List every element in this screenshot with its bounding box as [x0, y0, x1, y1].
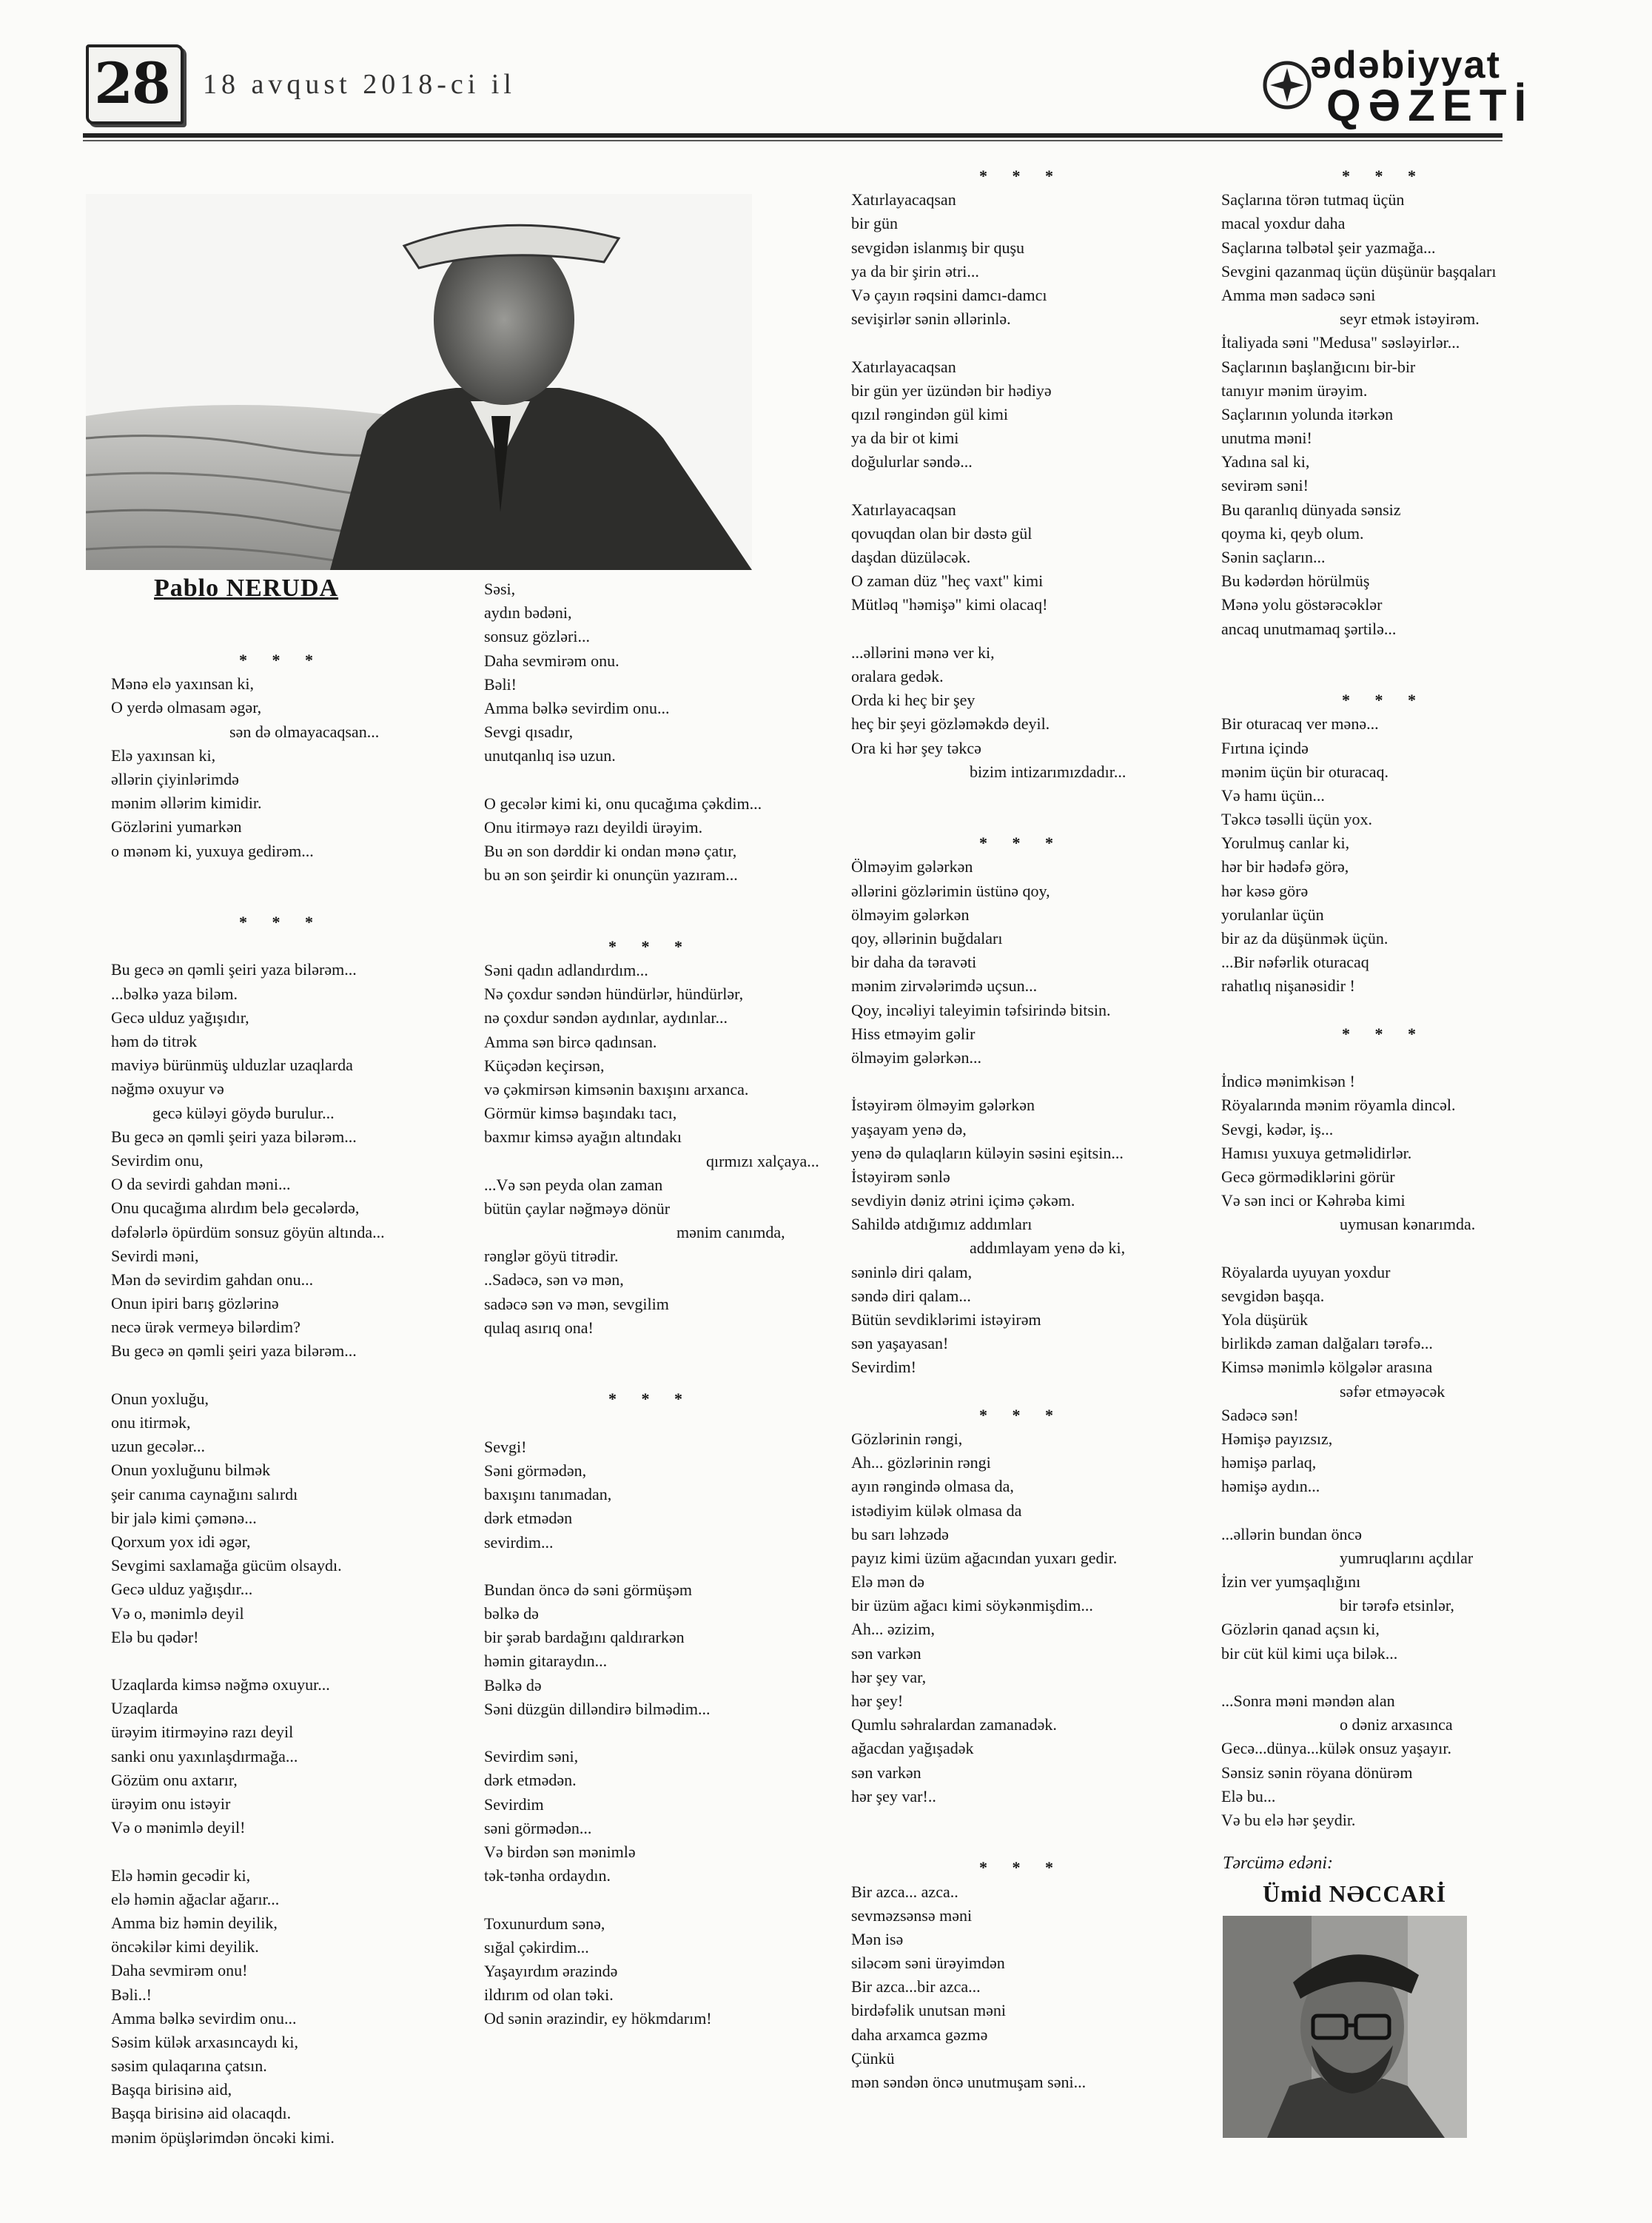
poem-line: Səsim külək arxasıncaydı ki,	[111, 2032, 298, 2051]
poem-line: həmin gitaraydın...	[484, 1652, 608, 1671]
poem-line: Bəli!	[484, 674, 517, 694]
poem-line: Ah... gözlərinin rəngi	[851, 1453, 991, 1472]
poem-line: Yorulmuş canlar ki,	[1221, 834, 1350, 853]
poem-line: tək-tənha ordaydın.	[484, 1866, 611, 1885]
poem-line: Başqa birisinə aid olacaqdı.	[111, 2104, 292, 2123]
poem-line: Və o, mənimlə deyil	[111, 1603, 244, 1623]
poem-line: necə ürək vermeyə bilərdim?	[111, 1318, 300, 1337]
poem-line: Və sən inci or Kəhrəba kimi	[1221, 1191, 1406, 1210]
poem-line: ildırım od olan təki.	[484, 1985, 614, 2005]
poem-line: uymusan kənarımda.	[1340, 1215, 1476, 1234]
poem-line: qoyma ki, qeyb olum.	[1221, 523, 1364, 543]
poem-line: Mütləq "həmişə" kimi olacaq!	[851, 595, 1048, 614]
poem-line: ..Sadəcə, sən və mən,	[484, 1270, 624, 1290]
poem-line: bir tərəfə etsinlər,	[1340, 1596, 1454, 1615]
poem-line: Gecə...dünya...külək onsuz yaşayır.	[1221, 1739, 1451, 1758]
poem-line: Elə mən də	[851, 1572, 924, 1592]
poem-line: ...bəlkə yaza biləm.	[111, 984, 238, 1003]
poem-line: O yerdə olmasam əgər,	[111, 698, 262, 717]
poem-line: Onun yoxluğu,	[111, 1389, 209, 1408]
poem-line: bir gün	[851, 214, 898, 233]
poem-line: rənglər göyü titrədir.	[484, 1247, 619, 1266]
stanza-gap	[1221, 1666, 1547, 1689]
poem-line: dərk etmədən	[484, 1509, 573, 1528]
poem-line: Mənə elə yaxınsan ki,	[111, 674, 255, 694]
poem-line: Bu gecə ən qəmli şeiri yaza bilərəm...	[111, 1341, 357, 1361]
poem-line: O da sevirdi gahdan məni...	[111, 1175, 291, 1194]
poem-line: İzin ver yumşaqlığını	[1221, 1572, 1361, 1592]
poem-line: onu itirmək,	[111, 1413, 191, 1432]
poem-line: Mənə yolu göstərəcəklər	[1221, 595, 1383, 614]
stanza-gap	[851, 1070, 1192, 1093]
poem-line: yumruqlarını açdılar	[1340, 1548, 1474, 1567]
poem-line: Bu ən son dərddir ki ondan mənə çatır,	[484, 842, 737, 861]
poem-line: Bu qaranlıq dünyada sənsiz	[1221, 500, 1401, 519]
stanza-gap	[1221, 665, 1547, 688]
header-rule	[83, 133, 1502, 138]
poem-line: İtaliyada səni "Medusa" səsləyirlər...	[1221, 333, 1460, 352]
stanza-gap	[484, 887, 817, 911]
poem-line: Mən isə	[851, 1929, 904, 1948]
poem-line: sevgidən başqa.	[1221, 1286, 1325, 1305]
poem-line: Sadəcə sən!	[1221, 1405, 1299, 1424]
stanza-gap	[851, 784, 1192, 808]
poem-line: Onu qucağıma alırdım belə gecələrdə,	[111, 1198, 360, 1218]
poem-line: mənim öpüşlərimdən öncəki kimi.	[111, 2128, 335, 2147]
poem-line: Daha sevmirəm onu!	[111, 1961, 248, 1980]
stanza-gap	[1221, 641, 1547, 665]
poem-line: bir şərab bardağını qaldırarkən	[484, 1628, 685, 1647]
section-separator: * * *	[979, 1405, 1064, 1424]
poem-line: Sahildə atdığımız addımları	[851, 1215, 1032, 1234]
poem-column-3	[851, 164, 1192, 2094]
poem-line: Sevgi!	[484, 1437, 527, 1456]
poem-line: sən varkən	[851, 1643, 921, 1663]
poem-line: Uzaqlarda	[111, 1699, 178, 1718]
poem-line: unutma məni!	[1221, 429, 1312, 448]
poem-line: sevdiyin dəniz ətrini içimə çəkəm.	[851, 1191, 1075, 1210]
poem-line: və çəkmirsən kimsənin baxışını arxanca.	[484, 1079, 749, 1099]
poem-line: Nə çoxdur səndən hündürlər, hündürlər,	[484, 985, 744, 1004]
poem-line: Səni düzgün dilləndirə bilmədim...	[484, 1699, 711, 1718]
poem-line: siləcəm səni ürəyimdən	[851, 1954, 1005, 1973]
poem-line: baxışını tanımadan,	[484, 1485, 612, 1504]
poem-line: qızıl rəngindən gül kimi	[851, 404, 1009, 423]
poem-line: Yadına sal ki,	[1221, 452, 1310, 472]
poem-line: Sevgimi saxlamağa gücüm olsaydı.	[111, 1556, 342, 1575]
poem-line: payız kimi üzüm ağacından yuxarı gedir.	[851, 1548, 1118, 1567]
poem-line: elə həmin ağaclar ağarır...	[111, 1889, 280, 1908]
stanza-gap	[1221, 1046, 1547, 1070]
section-separator: * * *	[979, 834, 1064, 853]
poem-line: Amma mən sadəcə səni	[1221, 285, 1376, 304]
poem-line: heç bir şeyi gözləməkdə deyil.	[851, 714, 1050, 734]
section-separator: * * *	[979, 167, 1064, 185]
stanza-gap	[851, 474, 1192, 497]
poem-line: sevgidən islanmış bir quşu	[851, 238, 1025, 257]
poem-line: Hiss etməyim gəlir	[851, 1024, 976, 1043]
poem-line: Sənin saçların...	[1221, 548, 1326, 566]
poem-line: həmişə aydın...	[1221, 1477, 1320, 1496]
poem-line: Sevirdim!	[851, 1358, 916, 1377]
poem-line: O gecələr kimi ki, onu qucağıma çəkdim...	[484, 794, 762, 813]
poem-line: Və bu elə hər şeydir.	[1221, 1810, 1356, 1829]
poem-line: nəğmə oxuyur və	[111, 1079, 224, 1099]
poem-line: sevirəm səni!	[1221, 476, 1309, 495]
poem-line: Gözlərinin rəngi,	[851, 1429, 963, 1448]
poem-line: ya da bir şirin ətri...	[851, 261, 979, 281]
poem-column-2	[484, 577, 817, 2031]
poem-line: Gecə ulduz yağışıdır,	[111, 1007, 249, 1027]
stanza-gap	[851, 808, 1192, 831]
page-number-badge	[86, 44, 178, 118]
poem-line: Elə həmin gecədir ki,	[111, 1865, 251, 1885]
stanza-gap	[484, 1340, 817, 1364]
poem-line: Amma sən bircə qadınsan.	[484, 1032, 657, 1051]
poem-line: ...Bir nəfərlik oturacaq	[1221, 953, 1369, 972]
section-separator: * * *	[979, 1858, 1064, 1877]
poem-line: ...əllərini mənə ver ki,	[851, 643, 995, 662]
poem-line: bu ən son şeirdir ki onunçün yazıram...	[484, 865, 738, 885]
stanza-gap	[1221, 1236, 1547, 1260]
poem-line: Bəli..!	[111, 1985, 152, 2004]
poem-line: qovuqdan olan bir dəstə gül	[851, 523, 1032, 543]
poem-line: sən yaşayasan!	[851, 1334, 949, 1353]
poem-line: daşdan düzüləcək.	[851, 548, 971, 566]
poem-line: aydın bədəni,	[484, 603, 572, 623]
poem-line: Amma biz həmin deyilik,	[111, 1913, 278, 1932]
translator-photo	[1223, 1916, 1467, 2138]
poem-line: Və çayın rəqsini damcı-damcı	[851, 285, 1047, 304]
poem-line: Sevirdim səni,	[484, 1747, 579, 1766]
poem-line: sanki onu yaxınlaşdırmağa...	[111, 1746, 298, 1766]
stanza-gap	[851, 617, 1192, 641]
poem-line: Elə yaxınsan ki,	[111, 745, 216, 765]
stanza-gap	[111, 863, 451, 887]
poem-line: Amma bəlkə sevirdim onu...	[484, 698, 670, 717]
poem-line: həmişə parlaq,	[1221, 1453, 1317, 1472]
poem-line: O zaman düz "heç vaxt" kimi	[851, 571, 1044, 591]
poem-line: Od sənin ərazindir, ey hökmdarım!	[484, 2009, 712, 2028]
poem-line: Hamısı yuxuya getməlidirlər.	[1221, 1143, 1412, 1162]
poem-line: hər şey!	[851, 1691, 904, 1710]
section-separator: * * *	[1342, 691, 1426, 710]
poem-line: Səni görmədən,	[484, 1461, 587, 1480]
poem-line: şeir canıma caynağını salırdı	[111, 1484, 298, 1503]
poem-line: o dəniz arxasınca	[1340, 1715, 1453, 1734]
stanza-gap	[111, 1649, 451, 1673]
poem-line: unutqanlıq isə uzun.	[484, 746, 616, 765]
poem-line: ...Və sən peyda olan zaman	[484, 1175, 663, 1194]
section-separator: * * *	[239, 913, 323, 932]
poem-line: ölməyim gələrkən...	[851, 1047, 981, 1067]
stanza-gap	[484, 1412, 817, 1435]
poem-line: Saçlarının başlanğıcını bir-bir	[1221, 357, 1416, 376]
poem-line: əllərin çiyinlərimdə	[111, 769, 239, 788]
poem-line: bir jalə kimi çəmənə...	[111, 1508, 257, 1527]
poem-line: sən də olmayacaqsan...	[229, 722, 380, 741]
masthead-logo	[1258, 43, 1534, 130]
poem-line: o mənəm ki, yuxuya gedirəm...	[111, 841, 314, 860]
poem-line: həm də titrək	[111, 1032, 198, 1050]
poem-line: Toxunurdum sənə,	[484, 1914, 605, 1933]
poem-line: bütün çaylar nəğməyə dönür	[484, 1198, 671, 1218]
stanza-gap	[851, 1808, 1192, 1832]
poem-line: Sevirdim	[484, 1794, 544, 1814]
poem-line: Bu kədərdən hörülmüş	[1221, 571, 1370, 591]
poem-line: bir cüt kül kimi uça bilək...	[1221, 1643, 1398, 1663]
poem-line: Bu gecə ən qəmli şeiri yaza bilərəm...	[111, 1127, 357, 1146]
poem-line: Ölməyim gələrkən	[851, 857, 973, 876]
stanza-gap	[484, 1555, 817, 1578]
poem-line: bir az da düşünmək üçün.	[1221, 929, 1389, 948]
poem-line: Səsi,	[484, 580, 516, 598]
section-separator: * * *	[608, 936, 693, 956]
newspaper-emblem-icon	[1261, 59, 1313, 111]
poem-line: yorulanlar üçün	[1221, 905, 1324, 924]
stanza-gap	[111, 934, 451, 958]
stanza-gap	[484, 1888, 817, 1911]
poem-line: birdəfəlik unutsan məni	[851, 2001, 1006, 2020]
poem-line: Sevgini qazanmaq üçün düşünür başqaları	[1221, 261, 1497, 281]
poem-line: ancaq unutmamaq şərtilə...	[1221, 619, 1397, 638]
poem-line: gecə küləyi göydə burulur...	[152, 1103, 335, 1122]
stanza-gap	[484, 1721, 817, 1745]
poem-line: İndicə mənimkisən !	[1221, 1072, 1355, 1091]
poem-line: Bir azca...bir azca...	[851, 1977, 981, 1996]
poem-line: bu sarı ləhzədə	[851, 1524, 949, 1543]
poem-line: Uzaqlarda kimsə nəğmə oxuyur...	[111, 1675, 330, 1694]
poem-line: tanıyır mənim ürəyim.	[1221, 380, 1368, 400]
poem-line: bəlkə də	[484, 1604, 539, 1623]
poem-line: Və o mənimlə deyil!	[111, 1818, 246, 1837]
poem-line: Sevirdim onu,	[111, 1150, 204, 1170]
poem-line: ...əllərin bundan öncə	[1221, 1524, 1362, 1543]
poem-line: Onun yoxluğunu bilmək	[111, 1461, 271, 1480]
stanza-gap	[1221, 999, 1547, 1022]
section-separator: * * *	[239, 651, 323, 669]
poem-line: səni görmədən...	[484, 1818, 592, 1837]
neruda-photo	[86, 194, 752, 570]
poem-line: Qorxum yox idi əgər,	[111, 1532, 251, 1551]
poem-line: yaşayam yenə də,	[851, 1119, 967, 1139]
poem-line: bir gün yer üzündən bir hədiyə	[851, 380, 1052, 400]
poem-line: Daha sevmirəm onu.	[484, 651, 620, 670]
stanza-gap	[851, 1380, 1192, 1404]
poem-line: baxmır kimsə ayağın altındakı	[484, 1127, 682, 1147]
stanza-gap	[484, 911, 817, 935]
poem-line: birlikdə zaman dalğaları tərəfə...	[1221, 1334, 1433, 1353]
poem-line: əllərini gözlərimin üstünə qoy,	[851, 881, 1050, 900]
translator-name: Ümid NƏCCARİ	[1263, 1880, 1447, 1907]
poem-line: Xatırlayacaqsan	[851, 190, 956, 209]
poem-line: Mən də sevirdim gahdan onu...	[111, 1270, 314, 1289]
poem-line: səsim qulaqarına çatsın.	[111, 2056, 267, 2076]
poem-line: Bir azca... azca..	[851, 1882, 958, 1901]
stanza-gap	[484, 768, 817, 792]
poem-line: qulaq asırıq ona!	[484, 1318, 594, 1337]
issue-date: 18 avqust 2018-ci il	[203, 69, 516, 100]
poem-line: rahatlıq nişanəsidir !	[1221, 976, 1355, 996]
poem-line: Bu gecə ən qəmli şeiri yaza bilərəm...	[111, 960, 357, 979]
stanza-gap	[111, 1364, 451, 1387]
poem-line: bir üzüm ağacı kimi söykənmişdim...	[851, 1596, 1093, 1615]
poem-line: ya da bir ot kimi	[851, 429, 959, 448]
poem-line: yenə də qulaqların küləyin səsini eşitsin...	[851, 1143, 1124, 1162]
poem-line: qırmızı xalçaya...	[706, 1151, 819, 1170]
poem-line: ...Sonra məni məndən alan	[1221, 1691, 1395, 1710]
poem-line: Gecə ulduz yağışdır...	[111, 1580, 253, 1599]
poem-line: Təkcə təsəlli üçün yox.	[1221, 810, 1373, 829]
stanza-gap	[111, 887, 451, 911]
poem-line: Ah... əzizim,	[851, 1620, 936, 1639]
poem-line: Sənsiz sənin röyana dönürəm	[1221, 1763, 1413, 1782]
poem-line: Röyalarda uyuyan yoxdur	[1221, 1262, 1391, 1281]
poem-line: ayın rəngində olmasa da,	[851, 1477, 1014, 1496]
poem-line: seyr etmək istəyirəm.	[1340, 309, 1480, 329]
page-number: 28	[94, 50, 169, 116]
poem-line: hər şey var,	[851, 1667, 927, 1686]
stanza-gap	[1221, 1499, 1547, 1523]
poem-line: Bütün sevdiklərimi istəyirəm	[851, 1310, 1041, 1329]
stanza-gap	[851, 331, 1192, 355]
poem-line: İstəyirəm sənlə	[851, 1167, 950, 1186]
poem-line: mənim əllərim kimidir.	[111, 794, 262, 813]
poem-line: Saçlarına təlbətəl şeir yazmağa...	[1221, 238, 1436, 257]
poem-line: Çünkü	[851, 2048, 895, 2068]
poem-line: uzun gecələr...	[111, 1437, 206, 1456]
poem-line: Bir oturacaq ver mənə...	[1221, 714, 1379, 734]
poem-line: Yaşayırdım ərazində	[484, 1961, 618, 1980]
poem-line: Gecə görmədiklərini görür	[1221, 1167, 1395, 1186]
poem-line: daha arxamca gəzmə	[851, 2025, 988, 2044]
poem-line: sonsuz gözləri...	[484, 627, 590, 646]
poem-line: sığal çəkirdim...	[484, 1937, 589, 1957]
poem-line: mənim üçün bir oturacaq.	[1221, 762, 1389, 781]
poem-line: Sevirdi məni,	[111, 1246, 199, 1265]
poem-line: Gözlərini yumarkən	[111, 817, 242, 836]
poem-line: Orda ki heç bir şey	[851, 691, 976, 710]
poem-line: sadəcə sən və mən, sevgilim	[484, 1294, 669, 1313]
poem-line: Gözlərin qanad açsın ki,	[1221, 1620, 1380, 1639]
poem-line: Xatırlayacaqsan	[851, 357, 956, 376]
poem-column-1	[111, 648, 451, 2150]
poem-line: Və birdən sən mənimlə	[484, 1842, 636, 1861]
poem-line: dərk etmədən.	[484, 1771, 577, 1790]
poem-line: Xatırlayacaqsan	[851, 500, 956, 519]
poem-line: Bundan öncə də səni görmüşəm	[484, 1580, 693, 1599]
masthead-line2: QƏZETİ	[1326, 81, 1534, 130]
poem-line: öncəkilər kimi deyilik.	[111, 1937, 259, 1957]
poem-line: Gözüm onu axtarır,	[111, 1770, 238, 1789]
poem-line: ürəyim onu istəyir	[111, 1794, 231, 1813]
author-name: Pablo NERUDA	[154, 574, 339, 602]
poem-line: nə çoxdur səndən aydınlar, aydınlar...	[484, 1008, 728, 1027]
poem-line: Saçlarının yolunda itərkən	[1221, 404, 1394, 423]
stanza-gap	[111, 1840, 451, 1863]
poem-line: Həmişə payızsız,	[1221, 1429, 1333, 1448]
poem-line: mənim zirvələrimdə uçsun...	[851, 976, 1038, 996]
poem-line: Elə bu...	[1221, 1786, 1276, 1805]
poem-line: səndə diri qalam...	[851, 1286, 971, 1305]
poem-line: sevişirlər sənin əllərinlə.	[851, 309, 1011, 329]
poem-line: sevirdim...	[484, 1532, 554, 1552]
translator-caption: Tərcümə edəni:	[1223, 1854, 1334, 1873]
poem-line: Səni qadın adlandırdım...	[484, 961, 648, 979]
poem-line: Başqa birisinə aid,	[111, 2080, 232, 2099]
poem-line: maviyə bürünmüş ulduzlar uzaqlarda	[111, 1056, 353, 1075]
poem-line: səninlə diri qalam,	[851, 1262, 973, 1281]
poem-line: istədiyim külək olmasa da	[851, 1501, 1022, 1520]
poem-line: qoy, əllərinin buğdaları	[851, 929, 1003, 948]
poem-line: hər bir hədəfə görə,	[1221, 857, 1349, 876]
poem-line: bizim intizarımızdadır...	[970, 762, 1126, 781]
section-separator: * * *	[1342, 167, 1426, 185]
poem-column-4	[1221, 164, 1547, 1832]
header-rule-thin	[83, 140, 1502, 141]
poem-line: addımlayam yenə də ki,	[970, 1238, 1126, 1258]
poem-line: Ora ki hər şey təkcə	[851, 738, 981, 757]
poem-line: Küçədən keçirsən,	[484, 1056, 605, 1075]
section-separator: * * *	[608, 1389, 693, 1409]
section-separator: * * *	[1342, 1024, 1426, 1043]
poem-line: oralara gedək.	[851, 666, 944, 685]
poem-line: Bəlkə də	[484, 1675, 542, 1694]
poem-line: səfər etməyəcək	[1340, 1381, 1446, 1401]
poem-line: bir daha da təravəti	[851, 953, 977, 972]
stanza-gap	[851, 1832, 1192, 1856]
poem-line: mən səndən öncə unutmuşam səni...	[851, 2073, 1087, 2091]
poem-line: Sevgi, kədər, iş...	[1221, 1119, 1334, 1139]
poem-line: İstəyirəm ölməyim gələrkən	[851, 1096, 1035, 1115]
poem-line: Amma bəlkə sevirdim onu...	[111, 2008, 297, 2028]
poem-line: sən varkən	[851, 1763, 921, 1782]
poem-line: Elə bu qədər!	[111, 1627, 199, 1646]
poem-line: Qumlu səhralardan zamanadək.	[851, 1715, 1057, 1734]
poem-line: ağacdan yağışadək	[851, 1739, 974, 1758]
poem-line: macal yoxdur daha	[1221, 214, 1346, 233]
poem-line: Onun ipiri barış gözlərinə	[111, 1294, 279, 1313]
poem-line: Fırtına içində	[1221, 738, 1309, 757]
poem-line: Yola düşürük	[1221, 1310, 1308, 1329]
poem-line: ölməyim gələrkən	[851, 905, 970, 924]
poem-line: Sevgi qısadır,	[484, 722, 574, 742]
poem-line: Qoy, incəliyi taleyimin təfsirində bitsin.	[851, 1000, 1111, 1019]
poem-line: Və hamı üçün...	[1221, 785, 1325, 805]
poem-line: hər kəsə görə	[1221, 881, 1309, 900]
masthead-line1: ədəbiyyat	[1310, 44, 1501, 87]
stanza-gap	[484, 1364, 817, 1387]
poem-line: Onu itirməyə razı deyildi ürəyim.	[484, 817, 703, 836]
poem-line: mənim canımda,	[676, 1223, 785, 1242]
poem-line: Röyalarında mənim röyamla dincəl.	[1221, 1096, 1456, 1115]
poem-line: doğulurlar səndə...	[851, 452, 973, 472]
poem-line: sevməzsənsə məni	[851, 1905, 973, 1925]
poem-line: Kimsə mənimlə kölgələr arasına	[1221, 1358, 1433, 1377]
poem-line: hər şey var!..	[851, 1786, 936, 1805]
poem-line: ürəyim itirməyinə razı deyil	[111, 1723, 294, 1742]
poem-line: Saçlarına törən tutmaq üçün	[1221, 190, 1405, 209]
poem-line: dəfələrlə öpürdüm sonsuz göyün altında...	[111, 1222, 385, 1241]
poem-line: Görmür kimsə başındakı tacı,	[484, 1104, 677, 1123]
